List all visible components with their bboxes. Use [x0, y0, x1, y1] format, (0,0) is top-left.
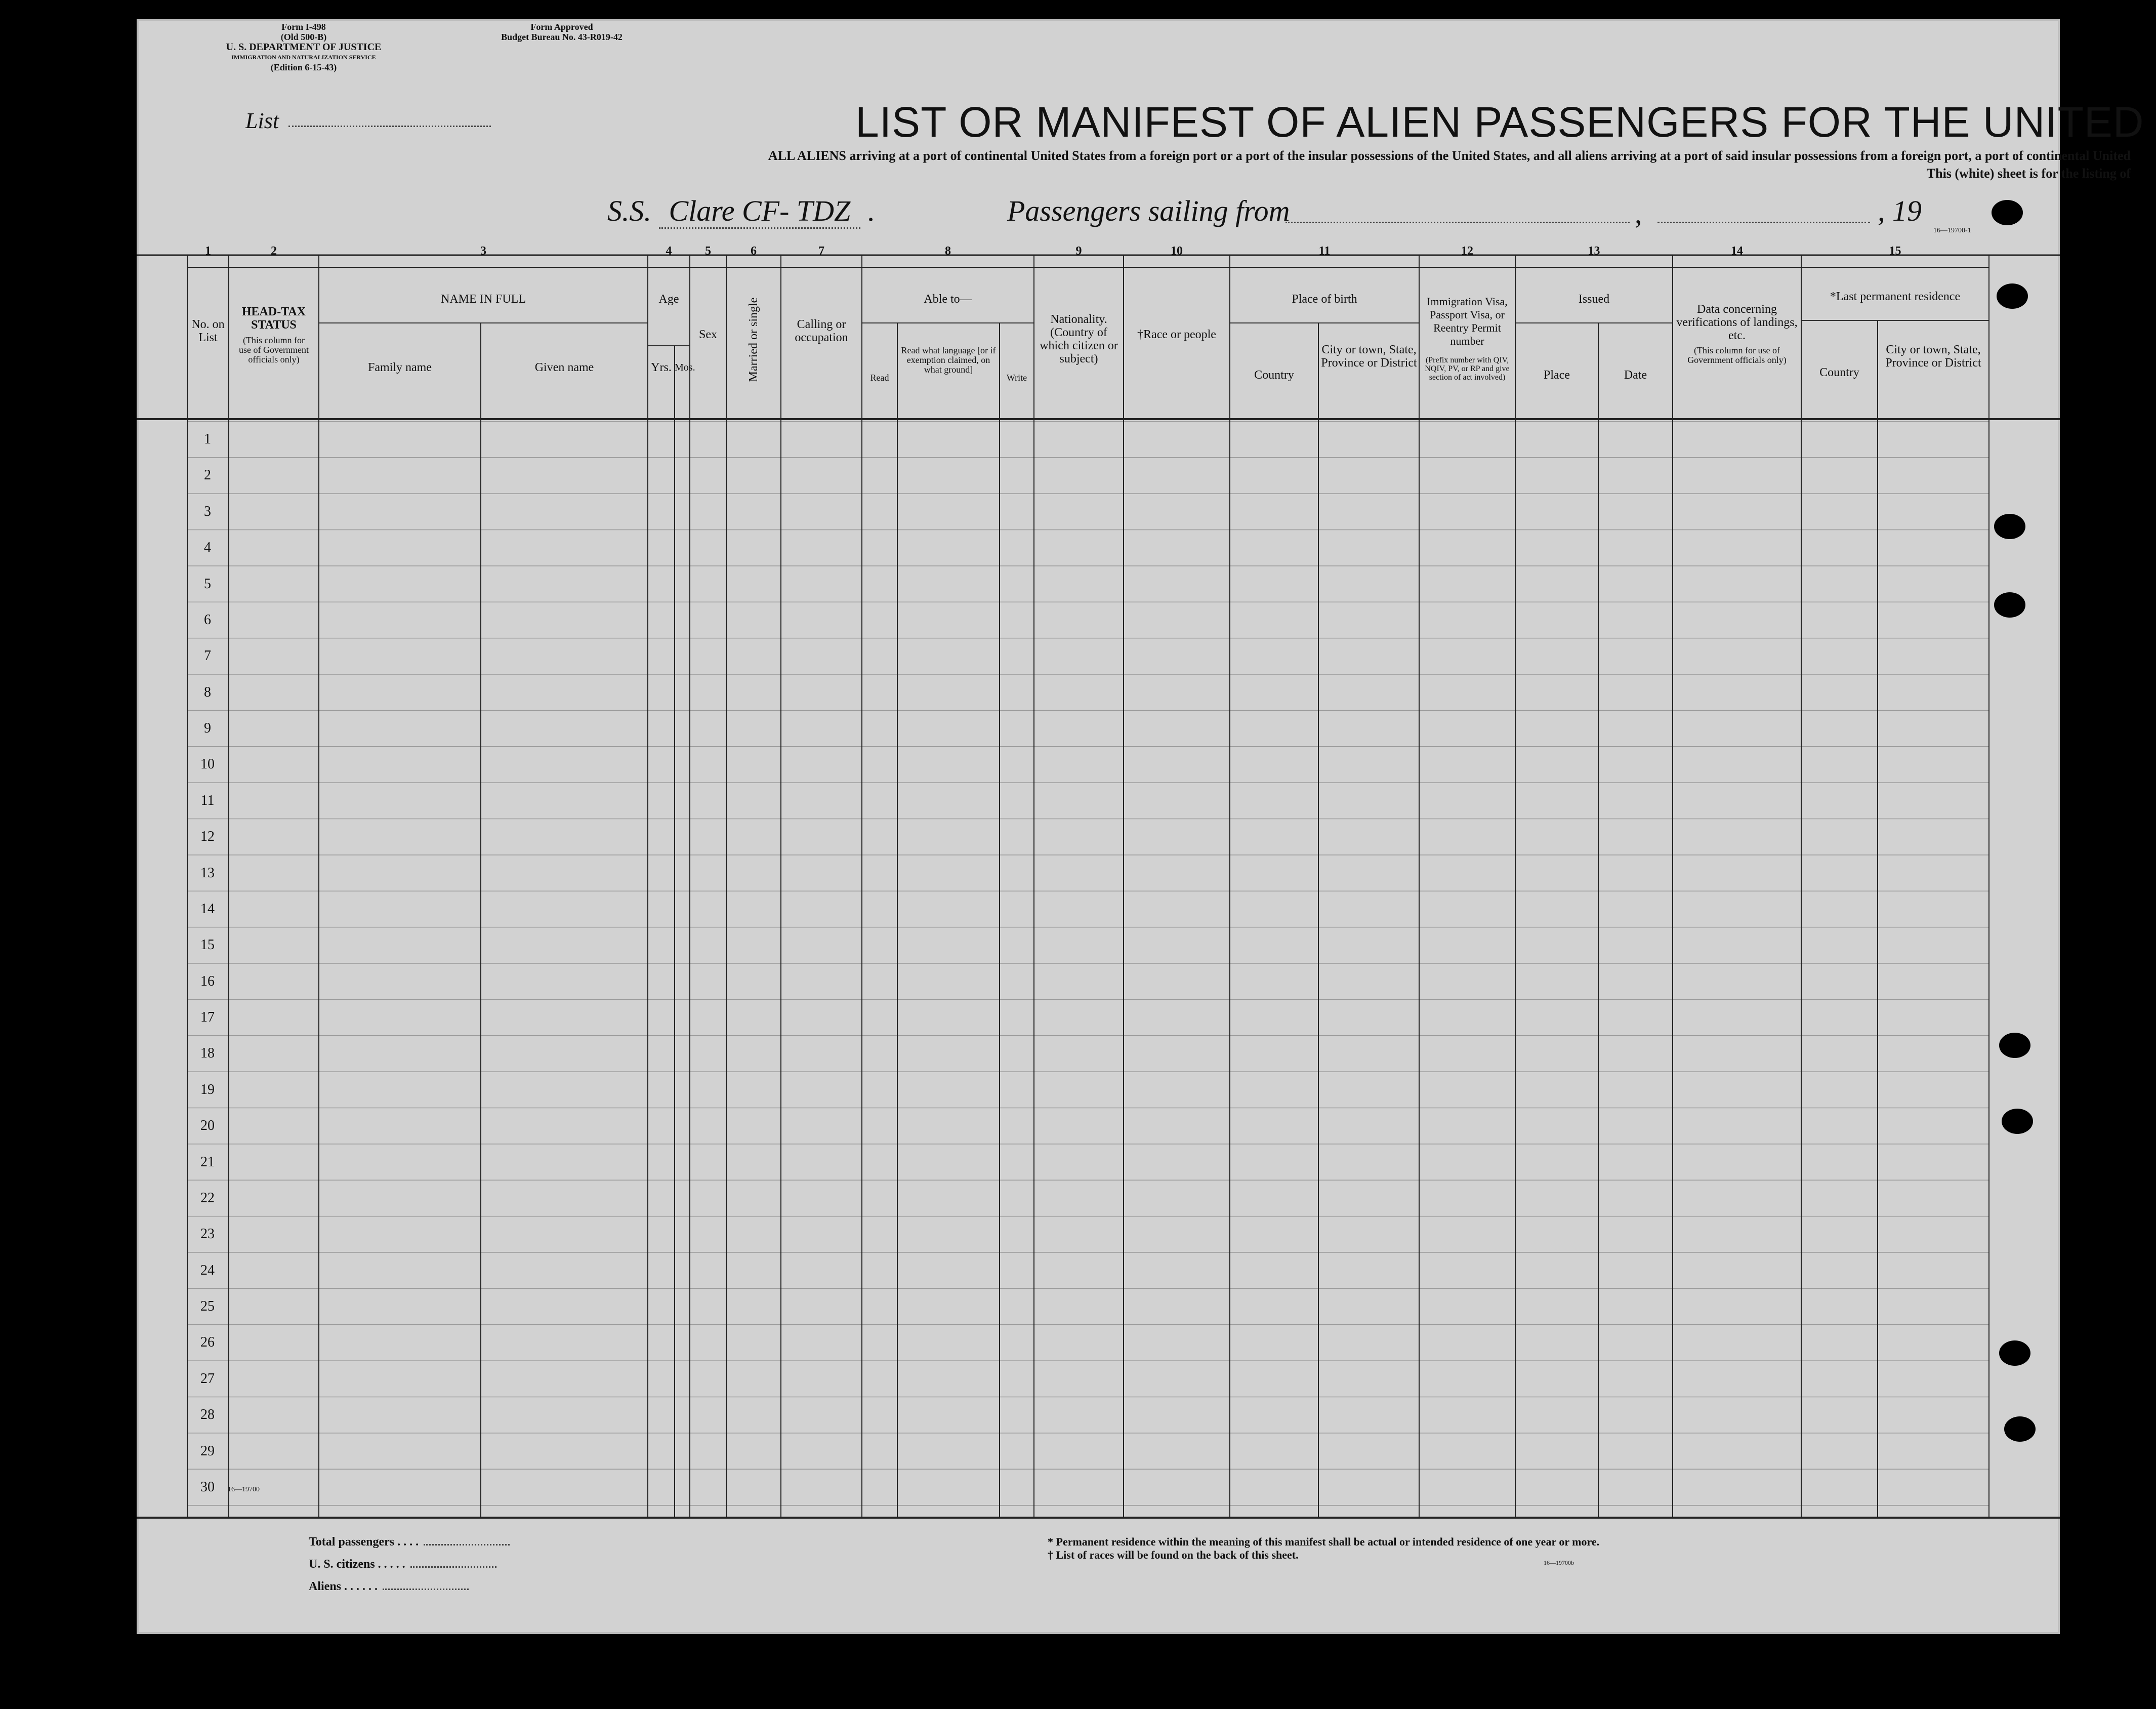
manifest-sheet: [137, 19, 2144, 1634]
header-yrs: Yrs.: [651, 361, 672, 374]
header-married-single: Married or single: [747, 297, 760, 382]
colnum-7: 7: [818, 245, 824, 258]
header-issued-date: Date: [1624, 369, 1647, 382]
colnum-12: 12: [1461, 245, 1473, 258]
row-number: 26: [200, 1334, 215, 1351]
row-number: 3: [204, 503, 211, 519]
row-number: 23: [200, 1226, 215, 1242]
form-code-left: 16—19700: [228, 1486, 260, 1493]
total-passengers-field[interactable]: [424, 1544, 510, 1545]
colnum-4: 4: [666, 245, 672, 258]
header-issued: Issued: [1578, 293, 1610, 306]
header-read-language: Read what language [or if exemption claimed, on what ground]: [901, 345, 996, 375]
header-data-concerning: Data concerning verifications of landings, etc.: [1676, 303, 1798, 342]
colnum-8: 8: [945, 245, 951, 258]
row-number: 24: [200, 1262, 215, 1278]
row-number: 12: [200, 829, 215, 845]
colnum-1: 1: [205, 245, 211, 258]
header-race: †Race or people: [1137, 328, 1216, 341]
colnum-6: 6: [751, 245, 757, 258]
list-number-field[interactable]: [288, 126, 491, 127]
colnum-5: 5: [705, 245, 711, 258]
colnum-2: 2: [271, 245, 277, 258]
aliens-field[interactable]: [383, 1589, 469, 1590]
row-number: 19: [200, 1081, 215, 1097]
row-number: 30: [200, 1479, 215, 1495]
row-number: 28: [200, 1407, 215, 1423]
total-passengers-row: Total passengers . . . .: [309, 1535, 466, 1558]
row-number: 7: [204, 648, 211, 664]
us-citizens-field[interactable]: [410, 1566, 496, 1568]
ship-name-handwritten[interactable]: Clare CF- TDZ: [659, 194, 861, 229]
colnum-14: 14: [1731, 245, 1743, 258]
footnotes: [1048, 1535, 1599, 1562]
colnum-9: 9: [1075, 245, 1082, 258]
row-number: 14: [200, 901, 215, 917]
row-number: 6: [204, 612, 211, 628]
manifest-table: [137, 237, 2060, 1533]
header-issued-place: Place: [1544, 369, 1570, 382]
colnum-11: 11: [1318, 245, 1331, 258]
header-family-name: Family name: [368, 361, 432, 374]
binder-hole: [2002, 1109, 2033, 1134]
header-place-of-birth: Place of birth: [1292, 293, 1357, 306]
ss-period: .: [867, 194, 876, 227]
header-read: Read: [870, 373, 889, 383]
header-res-country: Country: [1819, 366, 1859, 379]
row-number: 5: [204, 576, 211, 592]
row-number: 13: [200, 865, 215, 881]
comma-separator: ,: [1635, 197, 1642, 230]
row-number: 22: [200, 1190, 215, 1206]
header-birth-city: City or town, State, Province or District: [1321, 343, 1417, 370]
header-given-name: Given name: [534, 361, 594, 374]
row-rules: [187, 421, 1989, 1505]
header-birth-country: Country: [1254, 369, 1294, 382]
row-number: 17: [200, 1009, 215, 1026]
row-number: 15: [200, 937, 215, 953]
binder-hole: [2004, 1416, 2036, 1442]
row-number: 16: [200, 973, 215, 989]
colnum-3: 3: [480, 245, 486, 258]
binder-hole: [1999, 1033, 2030, 1058]
budget-bureau-number: Budget Bureau No. 43-R019-42: [501, 32, 623, 42]
row-number: 25: [200, 1298, 215, 1315]
row-number: 21: [200, 1154, 215, 1170]
binder-hole: [1997, 283, 2028, 309]
header-sex: Sex: [699, 328, 717, 341]
approval-block: [466, 22, 658, 42]
row-number: 20: [200, 1118, 215, 1134]
row-number: 27: [200, 1370, 215, 1387]
department-name: U. S. DEPARTMENT OF JUSTICE: [226, 42, 382, 53]
header-immigration-visa: Immigration Visa, Passport Visa, or Reentry Permit number: [1427, 295, 1508, 347]
header-res-city: City or town, State, Province or District: [1885, 343, 1981, 370]
row-number: 18: [200, 1045, 215, 1062]
header-name-in-full: NAME IN FULL: [441, 293, 526, 306]
corner-form-tag: 16—19700-1: [1933, 227, 1971, 234]
form-approved: Form Approved: [530, 22, 593, 32]
header-nationality: Nationality. (Country of which citizen or subject): [1040, 313, 1118, 365]
header-mos: Mos.: [675, 362, 695, 373]
page-title: LIST OR MANIFEST OF ALIEN PASSENGERS FOR THE UNITED: [855, 98, 2144, 146]
header-age: Age: [658, 293, 679, 306]
header-able-to: Able to—: [924, 293, 972, 306]
binder-hole: [1994, 592, 2025, 618]
colnum-10: 10: [1171, 245, 1183, 258]
service-name: IMMIGRATION AND NATURALIZATION SERVICE: [231, 54, 376, 61]
row-number: 29: [200, 1443, 215, 1459]
passenger-totals: [309, 1535, 466, 1602]
footnote-races: † List of races will be found on the back of this sheet.: [1048, 1549, 1299, 1561]
form-code-bottom: 16—19700b: [1544, 1559, 1574, 1566]
edition-date: (Edition 6-15-43): [270, 62, 337, 72]
header-data-note: (This column for use of Government officials only): [1687, 345, 1787, 365]
header-calling: Calling or occupation: [795, 318, 848, 344]
ship-name-line: [607, 194, 875, 228]
passengers-sailing-label: Passengers sailing from: [1007, 194, 1290, 227]
aliens-row: Aliens . . . . . .: [309, 1580, 466, 1602]
list-label: List: [245, 108, 279, 133]
sheet-purpose-note: This (white) sheet is for the listing of: [1926, 166, 2131, 181]
binder-hole: [1994, 514, 2025, 539]
sailing-date-field[interactable]: [1657, 222, 1870, 223]
row-number: 11: [200, 792, 215, 808]
colnum-15: 15: [1889, 245, 1901, 258]
row-number: 4: [204, 540, 211, 556]
header-head-tax-note: (This column for use of Government officials only): [239, 335, 309, 364]
binder-hole: [1999, 1340, 2030, 1366]
form-number: Form I-498: [281, 22, 326, 32]
form-info-block: [197, 22, 410, 72]
colnum-13: 13: [1588, 245, 1600, 258]
old-form-number: (Old 500-B): [280, 32, 327, 42]
binder-hole: [1992, 200, 2023, 225]
header-head-tax: HEAD-TAX STATUS: [241, 305, 306, 332]
row-number: 2: [204, 467, 211, 483]
row-number: 8: [204, 684, 211, 700]
year-prefix: , 19: [1878, 194, 1922, 227]
row-number: 9: [204, 720, 211, 737]
sailing-port-field[interactable]: [1286, 222, 1630, 223]
header-visa-note: (Prefix number with QIV, NQIV, PV, or RP and give section of act involved): [1425, 356, 1510, 382]
us-citizens-row: U. S. citizens . . . . .: [309, 1558, 466, 1580]
subtitle: ALL ALIENS arriving at a port of continental United States from a foreign port or a port of the insular possessions of the United States, and all aliens arriving at a port of said insular possessions from a foreign port, a port of continental United: [768, 148, 2131, 163]
ss-prefix: S.S.: [607, 194, 651, 227]
header-last-residence: *Last permanent residence: [1830, 290, 1961, 303]
footnote-permanent-residence: * Permanent residence within the meaning of this manifest shall be actual or intended residence of one year or more.: [1048, 1535, 1600, 1548]
header-no-on-list: No. on List: [191, 318, 225, 344]
header-write: Write: [1006, 373, 1027, 383]
row-number: 10: [200, 756, 215, 772]
row-number: 1: [204, 431, 211, 447]
